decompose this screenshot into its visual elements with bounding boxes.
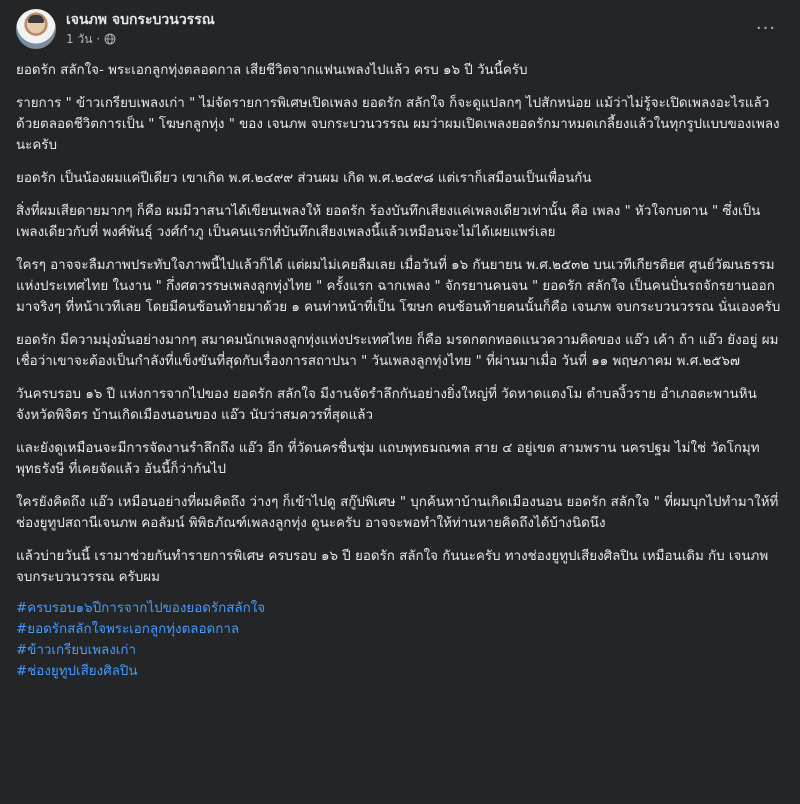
separator-dot: ·: [96, 32, 101, 46]
post-body: [16, 60, 784, 682]
hashtag-link[interactable]: #ข้าวเกรียบเพลงเก่า: [16, 643, 136, 658]
post-paragraph: สิ่งที่ผมเสียดายมากๆ ก็คือ ผมมีวาสนาได้เขียนเพลงให้ ยอดรัก ร้องบันทึกเสียงแค่เพลงเดียวเท่านั้น คือ เพลง " หัวใจกบดาน " ซึ่งเป็นเพลงเดียวกับที่ พงศ์พันธ์ุ วงศ์กำภู เป็นคนแรกที่บันทึกเสียงเพลงนี้แล้วเหมือนจะไม่ได้เผยแพร่เลย: [16, 204, 761, 240]
more-options-button[interactable]: [748, 14, 784, 42]
post-paragraph: ใครยังคิดถึง แอ๊ว เหมือนอย่างที่ผมคิดถึง ว่างๆ ก็เข้าไปดู สกู๊ปพิเศษ " บุกค้นหาบ้านเกิดเมืองนอน ยอดรัก สลักใจ " ที่ผมบุกไปทำมาให้ที่ ช่องยูทูปสถานีเจนภพ คอลัมน์ พิพิธภัณฑ์เพลงลูกทุ่ง ดูนะครับ อาจจะพอทำให้ท่านหายคิดถึงได้บ้างนิดนึง: [16, 495, 779, 531]
author-name[interactable]: เจนภพ จบกระบวนวรรณ: [66, 12, 215, 28]
hashtag-list: [16, 598, 784, 682]
post-paragraph: รายการ " ข้าวเกรียบเพลงเก่า " ไม่จัดรายการพิเศษเปิดเพลง ยอดรัก สลักใจ ก็จะดูแปลกๆ ไปสักหน่อย แม้ว่าไม่รู้จะเปิดเพลงอะไรแล้ว ด้วยตลอดชีวิตการเป็น " โฆษกลูกทุ่ง " ของ เจนภพ จบกระบวนวรรณ ผมว่าผมเปิดเพลงยอดรักมาหมดเกลี้ยงแล้วในทุกรูปแบบของเพลงนะครับ: [16, 96, 780, 153]
post-header: [16, 0, 784, 58]
hashtag-link[interactable]: #ช่องยูทูปเสียงศิลปิน: [16, 664, 138, 679]
post-subline: [66, 31, 215, 47]
more-icon: ···: [755, 17, 777, 39]
post-paragraph: แล้วบ่ายวันนี้ เรามาช่วยกันทำรายการพิเศษ ครบรอบ ๑๖ ปี ยอดรัก สลักใจ กันนะครับ ทางช่องยูทูปเสียงศิลปิน เหมือนเดิม กับ เจนภพ จบกระบวนวรรณ ครับผม: [16, 549, 769, 585]
hashtag-link[interactable]: #ยอดรักสลักใจพระเอกลูกทุ่งตลอดกาล: [16, 622, 240, 637]
author-avatar[interactable]: [16, 9, 56, 49]
post-paragraph: วันครบรอบ ๑๖ ปี แห่งการจากไปของ ยอดรัก สลักใจ มีงานจัดรำลึกกันอย่างยิ่งใหญ่ที่ วัดหาดแตงโม ตำบลงิ้วราย อำเภอตะพานหิน จังหวัดพิจิตร บ้านเกิดเมืองนอนของ แอ๊ว นับว่าสมควรที่สุดแล้ว: [16, 387, 757, 423]
post-paragraph: และยังดูเหมือนจะมีการจัดงานรำลึกถึง แอ๊ว อีก ที่วัดนครชื่นชุ่ม แถบพุทธมณฑล สาย ๔ อยู่เขต สามพราน นครปฐม ไม่ใช่ วัดโกมุทพุทธรังษี ที่เคยจัดแล้ว อันนี้ก็ว่ากันไป: [16, 441, 760, 477]
post-paragraph: ยอดรัก มีความมุ่งมั่นอย่างมากๆ สมาคมนักเพลงลูกทุ่งแห่งประเทศไทย ก็คือ มรดกตกทอดแนวความคิดของ แอ๊ว เค้า ถ้า แอ๊ว ยังอยู่ ผมเชื่อว่าเขาจะต้องเป็นกำลังที่แข็งขันที่สุดกับเรื่องการสถาปนา " วันเพลงลูกทุ่งไทย " ที่ผ่านมาเมื่อ วันที่ ๑๑ พฤษภาคม พ.ศ.๒๕๖๗: [16, 333, 779, 369]
post-paragraph: ยอดรัก เป็นน้องผมแค่ปีเดียว เขาเกิด พ.ศ.๒๔๙๙ ส่วนผม เกิด พ.ศ.๒๔๙๘ แต่เราก็เสมือนเป็นเพื่อนกัน: [16, 171, 592, 186]
post-meta: [66, 11, 215, 47]
post-timestamp[interactable]: 1 วัน: [66, 32, 93, 46]
post-paragraph: ยอดรัก สลักใจ- พระเอกลูกทุ่งตลอดกาล เสียชีวิตจากแฟนเพลงไปแล้ว ครบ ๑๖ ปี วันนี้ครับ: [16, 63, 528, 78]
post-paragraph: ใครๆ อาจจะลืมภาพประทับใจภาพนี้ไปแล้วก็ได้ แต่ผมไม่เคยลืมเลย เมื่อวันที่ ๑๖ กันยายน พ.ศ.๒๕๓๒ บนเวทีเกียรติยศ ศูนย์วัฒนธรรมแห่งประเทศไทย ในงาน " กึ่งศตวรรษเพลงลูกทุ่งไทย " ครั้งแรก ฉากเพลง " จักรยานคนจน " ยอดรัก สลักใจ เป็นคนปั่นรถจักรยานออกมาจริงๆ ที่หน้าเวทีเลย โดยมีคนซ้อนท้ายมาด้วย ๑ คนท่าหน้าที่เป็น โฆษก คนซ้อนท้ายคนนั้นก็คือ เจนภพ จบกระบวนวรรณ นั่นเองครับ: [16, 258, 781, 315]
globe-icon[interactable]: [104, 33, 116, 45]
hashtag-link[interactable]: #ครบรอบ๑๖ปีการจากไปของยอดรักสลักใจ: [16, 601, 266, 616]
